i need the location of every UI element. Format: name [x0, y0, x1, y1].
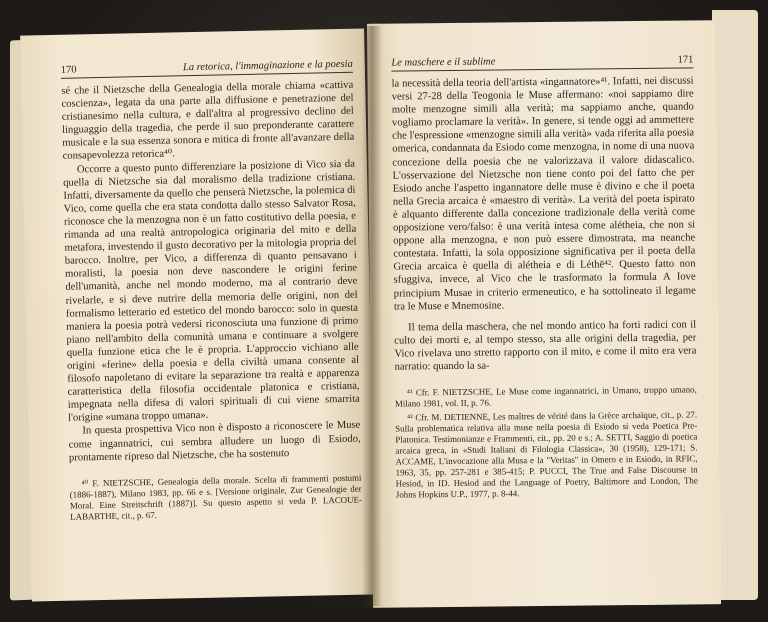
left-running-head: [61, 59, 353, 79]
right-body-text: [392, 74, 697, 373]
right-page-number: 171: [677, 54, 694, 66]
right-page: [367, 20, 721, 608]
right-footnotes: [395, 384, 698, 500]
footnote-41: ⁴¹ Cfr. F. NIETZSCHE, Le Muse come ingannatrici, in Umano, troppo umano, Milano 1981, vol. II, p. 76.: [394, 384, 697, 409]
footnote-42: ⁴² Cfr. M. DETIENNE, Les maîtres de vérité dans la Grèce archaïque, cit., p. 27. Sulla problematica relativa alla muse nella poesia di Esiodo si veda Poetica Pre-Platonica. Testimonianze e Frammenti, cit., pp. 20 e s.; A. SETTI, Saggio di poetica arcaica greca, in «Studi Italiani di Filologia Classica», 30 (1958), 129-171; S. ACCAME, L'invocazione alla Musa e la "Veritas" in Omero e in Esiodo, in RFIC, 1963, 35, pp. 257-281 e 385-415; P. PUCCI, The True and False Discourse in Hesiod, in ID. Hesiod and the Language of Poetry, Baltimore and London, The Johns Hopkins U.P., 1977, p. 8-44.: [395, 409, 698, 500]
left-paragraph-2: Occorre a questo punto differenziare la posizione di Vico sia da quella di Nietzsche sia dal moralismo della tradizione cristiana. Infatti, diversamente da quello che penserà Nietzsche, la polemica di Vico, come quella che era stata condotta dallo stesso Salvator Rosa, riconosce che la menzogna non è un fatto costitutivo della poesia, e rimanda ad una realtà antropologica originaria del mito e della metafora, investendo il gusto decorativo per la mitologia propria del barocco. Inoltre, per Vico, a differenza di quanto pensavano i moralisti, la poesia non deve nascondere le origini ferine dell'umanità, anche nel mondo moderno, ma al contrario deve rivelarle, e si deve nutrire della memoria delle origini, non del formalismo letterario ed estetico del mondo barocco: solo in questa maniera la poesia potrà vedersi riconosciuta una funzione di primo piano nell'ambito della comunità umana e continuare a svolgere quella funzione etica che le è propria. L'approccio vichiano alle origini «ferine» della poesia e della civiltà umana consente al filosofo napoletano di evitare la separazione tra realtà e apparenza caratteristica della filosofia occidentale platonica e cristiana, impegnata nella difesa di valori spirituali di cui viene smarrita l'origine «umana troppo umana».: [63, 158, 360, 425]
left-page: [20, 28, 376, 601]
footnote-40: ⁴⁰ F. NIETZSCHE, Genealogia della morale. Scelta di frammenti postumi (1886-1887), Milano 1983, pp. 66 e s. [Versione originale, Zur Genealogie der Moral. Eine Streitschrift (1887)]. Su questo aspetto si veda P. LACOUE-LABARTHE, cit., p. 67.: [69, 472, 363, 522]
right-running-title: Le maschere e il sublime: [391, 56, 496, 69]
left-footnotes: [69, 472, 362, 522]
right-paragraph-1: la necessità della teoria dell'artista «ingannatore»⁴¹. Infatti, nei discussi versi 27-28 della Teogonia le Muse affermano: «noi sappiamo dire molte menzogne simili alla verità; ma sappiamo anche, quando vogliamo proclamare la verità». In genere, si tende oggi ad ammettere che l'espressione «menzogne simili alla verità» vada riferita alla poesia omerica, condannata da Esiodo come menzogna, in nome di una nuova concezione della poesia che ne valorizzava il valore didascalico. L'osservazione del Nietzsche non tiene conto poi del fatto che per Esiodo anche l'aspetto ingannatore delle muse è divino e che il poeta nella Grecia arcaica è «maestro di verità». La verità del poeta ispirato è alquanto differente dalla concezione tradizionale della verità come opposizione vero/falso: è una verità intesa come alétheia, che non si oppone alla menzogna, e non può essere dimostrata, ma neanche contestata. Infatti, la sola opposizione significativa per il poeta della Grecia arcaica è quella di alétheia e di Léthē⁴². Questo fatto non sfuggiva, invece, al Vico che le trasformato la formula A Iove principium Musae in criterio ermeneutico, e ha sottolineato il legame tra le Muse e Mnemosine.: [391, 75, 696, 313]
right-running-head: [391, 54, 693, 71]
book-gutter: [362, 26, 382, 606]
left-paragraph-1: sé che il Nietzsche della Genealogia della morale chiama «cattiva coscienza», legata da una parte alla diffusione e penetrazione del cristianesimo nella cultura, e dall'altra al progressivo declino del linguaggio della tragedia, che perde il suo preponderante carattere musicale e la sua essenza sonora e mitica di fronte all'avanzare della consapevolezza retorica⁴⁰.: [61, 79, 355, 163]
left-paragraph-3: In questa prospettiva Vico non è disposto a riconoscere le Muse come ingannatrici, cui sembra alludere un luogo di Esiodo, prontamente ripreso dal Nietzsche, che ha sostenuto: [68, 420, 361, 464]
left-page-number: 170: [60, 64, 77, 76]
left-body-text: [61, 79, 361, 465]
left-running-title: La retorica, l'immaginazione e la poesia: [182, 58, 353, 74]
right-paragraph-2: Il tema della maschera, che nel mondo antico ha forti radici con il culto dei morti e, al tempo stesso, sta alle origini della tragedia, per Vico rivelava uno stretto rapporto con il mito, e come il mito era vera narratio: quando la sa-: [394, 319, 697, 373]
open-book: [6, 10, 762, 610]
